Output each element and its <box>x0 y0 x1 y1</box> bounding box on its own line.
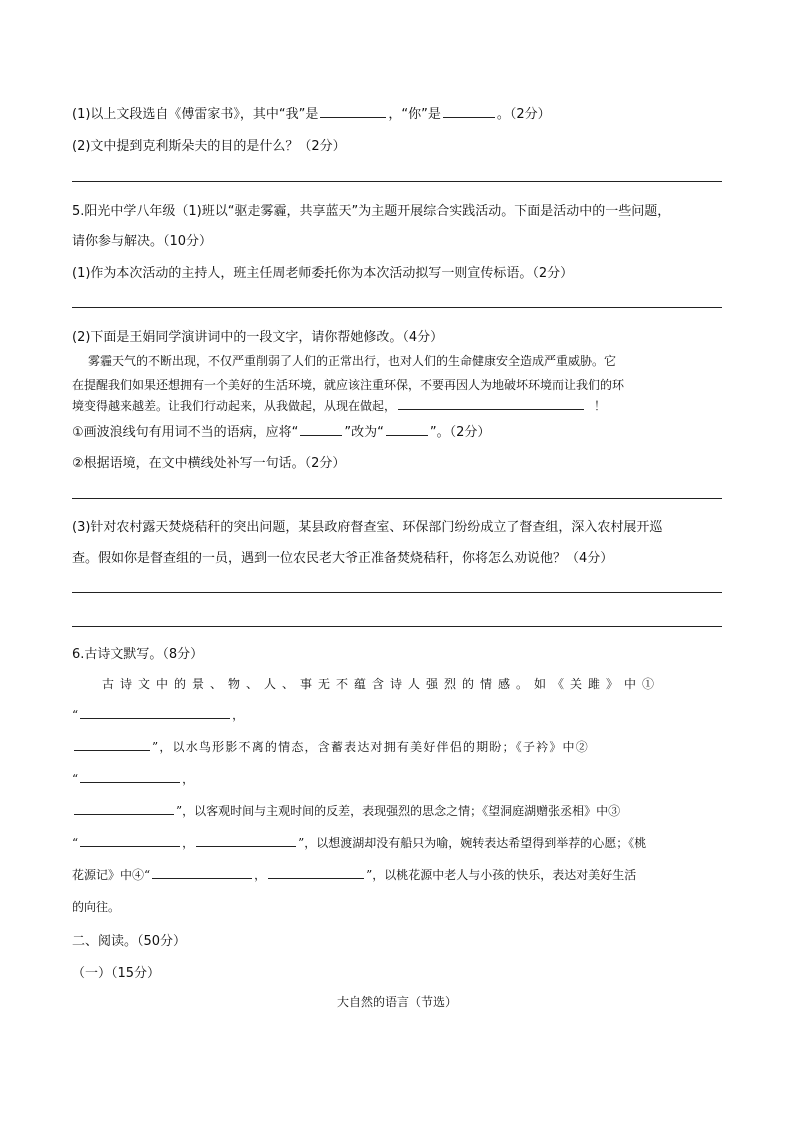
q4-sub2: (2)文中提到克利斯朵夫的目的是什么？（2分） <box>72 139 346 154</box>
q5-item1: ①画波浪线句有用词不当的语病，应将“ ”改为“ ”。（2分） <box>72 421 724 440</box>
q5-intro-line1: 5.阳光中学八年级（1)班以“驱走雾霾，共享蓝天”为主题开展综合实践活动。下面是活动中的一些问题， <box>72 204 671 219</box>
q5-sub2: (2)下面是王娟同学演讲词中的一段文字，请你帮她修改。（4分） <box>72 330 444 345</box>
answer-line[interactable] <box>72 307 722 308</box>
answer-line[interactable] <box>72 592 722 593</box>
q4-sub1: (1)以上文段选自《傅雷家书》，其中“我”是 ，“你”是 。（2分） <box>72 103 724 122</box>
answer-blank[interactable] <box>80 706 230 719</box>
article-title: 大自然的语言（节选） <box>336 995 457 1009</box>
answer-blank[interactable] <box>74 738 150 751</box>
section2-title: 二、阅读。（50分） <box>72 934 187 949</box>
q5-item2: ②根据语境，在文中横线处补写一句话。（2分） <box>72 456 346 471</box>
q5-sub1: (1)作为本次活动的主持人，班主任周老师委托你为本次活动拟写一则宣传标语。（2分） <box>72 266 574 281</box>
answer-blank[interactable] <box>398 397 584 410</box>
answer-line[interactable] <box>72 498 722 499</box>
q6-line6: “ ， ”，以想渡湖却没有船只为喻，婉转表达希望得到举荐的心愿；《桃 <box>72 836 647 850</box>
q5-intro-line2: 请你参与解决。（10分） <box>72 234 213 249</box>
q6-line8: 的向往。 <box>72 900 121 914</box>
section2-part1: （一）（15分） <box>72 966 161 981</box>
answer-blank[interactable] <box>268 866 364 879</box>
answer-blank[interactable] <box>300 422 342 436</box>
q5-passage-line3: 境变得越来越差。让我们行动起来，从我做起，从现在做起， ！ <box>72 399 607 413</box>
q5-passage-line1: 雾霾天气的不断出现，不仅严重削弱了人们的正常出行，也对人们的生命健康安全造成严重威胁。它 <box>88 354 617 368</box>
answer-blank[interactable] <box>80 834 180 847</box>
q5-sub3-line2: 查。假如你是督查组的一员，遇到一位农民老大爷正准备焚烧秸秆，你将怎么劝说他？（4分） <box>72 551 614 566</box>
q6-line1: 古诗文中的景、物、人、事无不蕴含诗人强烈的情感。如《关雎》中① <box>102 677 661 691</box>
q5-sub3-line1: (3)针对农村露天焚烧秸秆的突出问题，某县政府督查室、环保部门纷纷成立了督查组，深入农村展开巡 <box>72 520 663 535</box>
q6-line3: ”，以水鸟形影不离的情态，含蓄表达对拥有美好伴侣的期盼；《子衿》中② <box>72 738 724 755</box>
q5-passage-line2: 在提醒我们如果还想拥有一个美好的生活环境，就应该注重环保，不要再因人为地破坏环境而让我们的环 <box>72 378 625 392</box>
answer-line[interactable] <box>72 181 722 182</box>
answer-blank[interactable] <box>386 422 428 436</box>
answer-blank[interactable] <box>80 770 180 783</box>
answer-blank[interactable] <box>74 802 174 815</box>
q6-line2: “ ， <box>72 708 245 722</box>
q6-line7: 花源记》中④“ ， ”，以桃花源中老人与小孩的快乐，表达对美好生活 <box>72 868 637 882</box>
q6-line4: “ ， <box>72 772 195 786</box>
answer-blank[interactable] <box>152 866 252 879</box>
answer-blank[interactable] <box>320 104 386 118</box>
answer-line[interactable] <box>72 626 722 627</box>
answer-blank[interactable] <box>196 834 296 847</box>
q6-line5: ”，以客观时间与主观时间的反差，表现强烈的思念之情；《望洞庭湖赠张丞相》中③ <box>72 802 724 819</box>
q6-title: 6.古诗文默写。（8分） <box>72 647 204 662</box>
answer-blank[interactable] <box>443 104 495 118</box>
